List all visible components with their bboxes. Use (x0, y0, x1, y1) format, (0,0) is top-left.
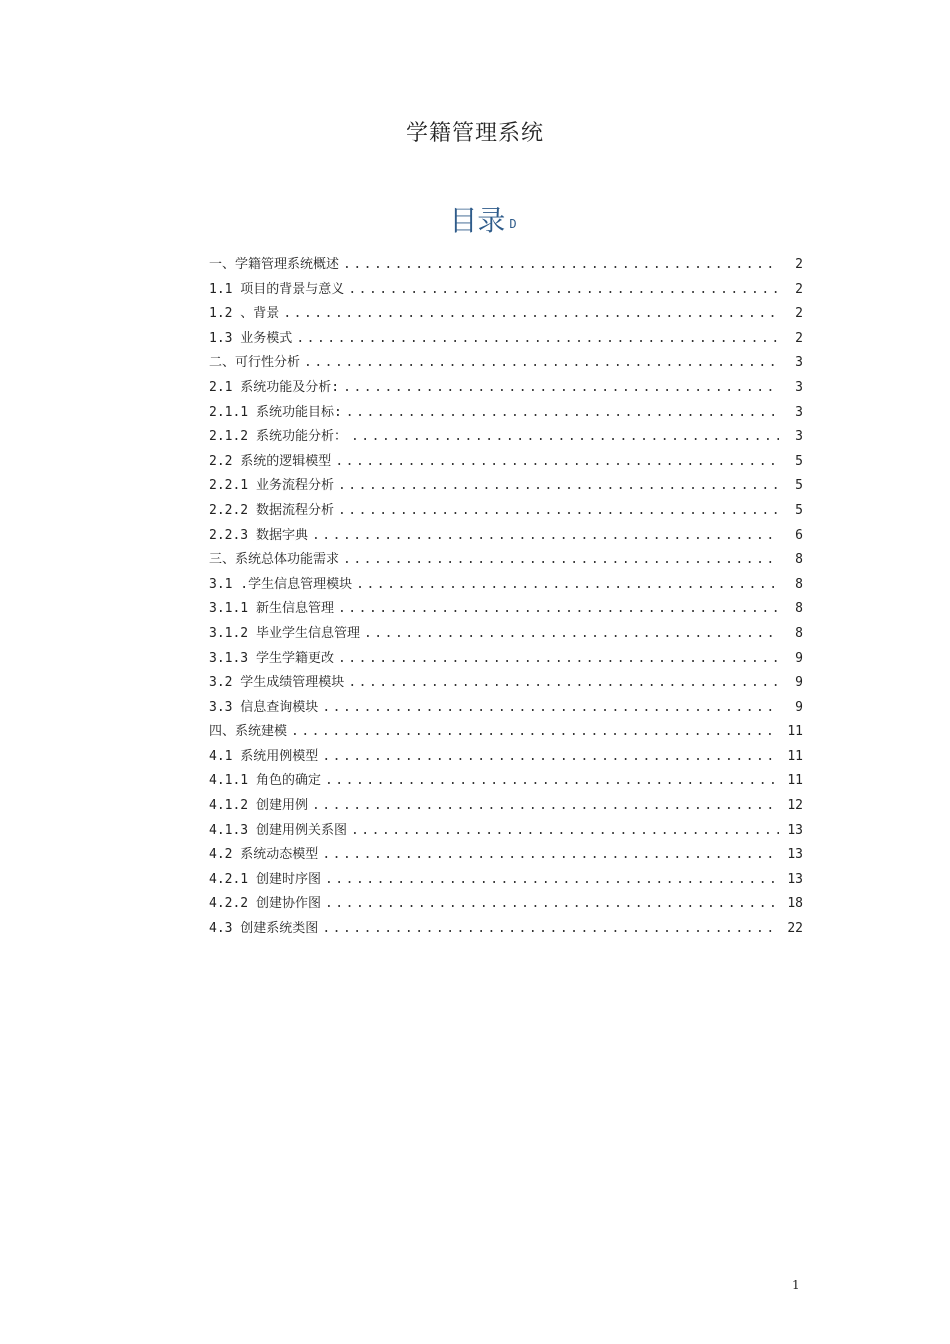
toc-dot-leader (322, 745, 779, 770)
toc-entry-label: 4.1 系统用例模型 (209, 748, 319, 764)
toc-entry-page: 5 (795, 453, 803, 469)
toc-entry[interactable] (209, 892, 803, 917)
toc-dot-leader (312, 524, 779, 549)
toc-heading (0, 199, 950, 239)
toc-entry-label: 2.1.2 系统功能分析： (209, 429, 347, 445)
toc-entry-label: 4.2 系统动态模型 (209, 847, 319, 863)
toc-entry[interactable] (209, 843, 803, 868)
toc-entry-label: 3.1.1 新生信息管理 (209, 601, 334, 617)
toc-dot-leader (325, 769, 779, 794)
toc-entry[interactable] (209, 745, 803, 770)
toc-entry[interactable] (209, 302, 803, 327)
toc-dot-leader (291, 720, 779, 745)
toc-entry[interactable] (209, 622, 803, 647)
toc-entry[interactable] (209, 401, 803, 426)
toc-entry[interactable] (209, 696, 803, 721)
toc-entry-page: 3 (795, 404, 803, 420)
toc-dot-leader (356, 573, 779, 598)
toc-entry[interactable] (209, 597, 803, 622)
toc-entry-label: 2.2 系统的逻辑模型 (209, 453, 332, 469)
toc-entry[interactable] (209, 573, 803, 598)
toc-entry-page: 8 (795, 625, 803, 641)
toc-entry[interactable] (209, 425, 803, 450)
toc-dot-leader (338, 597, 779, 622)
toc-entry-page: 22 (787, 921, 803, 937)
document-title: 学籍管理系统 (405, 121, 544, 146)
toc-entry-page: 3 (795, 379, 803, 395)
toc-entry-label: 2.1 系统功能及分析: (209, 379, 340, 395)
toc-entry-label: 4.3 创建系统类图 (209, 921, 319, 937)
toc-entry-label: 一、学籍管理系统概述 (209, 257, 340, 272)
toc-entry-label: 4.1.3 创建用例关系图 (209, 822, 347, 838)
toc-entry[interactable] (209, 253, 803, 278)
toc-heading-text: 目录 (449, 204, 506, 237)
toc-dot-leader (364, 622, 779, 647)
toc-entry-page: 9 (795, 675, 803, 691)
toc-dot-leader (325, 892, 779, 917)
toc-entry-page: 11 (787, 724, 803, 740)
toc-entry-label: 2.1.1 系统功能目标: (209, 404, 342, 420)
toc-dot-leader (283, 302, 779, 327)
toc-dot-leader (351, 819, 779, 844)
toc-entry-label: 2.2.2 数据流程分析 (209, 502, 334, 518)
toc-dot-leader (338, 474, 779, 499)
toc-entry[interactable] (209, 720, 803, 745)
toc-entry-page: 9 (795, 650, 803, 666)
toc-entry-page: 13 (787, 822, 803, 838)
toc-entry[interactable] (209, 524, 803, 549)
toc-entry-page: 2 (795, 281, 803, 297)
toc-dot-leader (325, 868, 779, 893)
toc-entry-page: 13 (787, 847, 803, 863)
toc-entry-page: 6 (795, 527, 803, 543)
toc-dot-leader (343, 548, 779, 573)
toc-entry[interactable] (209, 769, 803, 794)
toc-heading-suffix: D (509, 217, 517, 231)
toc-dot-leader (338, 499, 779, 524)
toc-dot-leader (343, 376, 779, 401)
toc-entry-page: 2 (795, 257, 803, 272)
toc-entry-label: 1.1 项目的背景与意义 (209, 281, 345, 297)
toc-dot-leader (322, 843, 779, 868)
toc-entry[interactable] (209, 474, 803, 499)
toc-entry-page: 11 (787, 748, 803, 764)
toc-dot-leader (304, 351, 779, 376)
toc-entry-page: 8 (795, 576, 803, 592)
toc-entry[interactable] (209, 499, 803, 524)
toc-entry-label: 四、系统建模 (209, 724, 288, 740)
toc-entry[interactable] (209, 450, 803, 475)
toc-entry-page: 5 (795, 502, 803, 518)
toc-dot-leader (343, 253, 779, 278)
toc-entry-label: 二、可行性分析 (209, 355, 301, 371)
toc-dot-leader (312, 794, 779, 819)
toc-dot-leader (322, 917, 779, 942)
toc-dot-leader (338, 647, 779, 672)
toc-entry-page: 8 (795, 601, 803, 617)
toc-entry-page: 12 (787, 798, 803, 814)
toc-entry-label: 3.3 信息查询模块 (209, 699, 319, 715)
toc-entry-label: 3.1.2 毕业学生信息管理 (209, 625, 360, 641)
toc-dot-leader (335, 450, 779, 475)
toc-entry[interactable] (209, 794, 803, 819)
toc-dot-leader (346, 401, 779, 426)
toc-dot-leader (348, 278, 779, 303)
toc-entry-label: 4.1.2 创建用例 (209, 798, 308, 814)
toc-entry-label: 2.2.1 业务流程分析 (209, 478, 334, 494)
toc-entry-page: 8 (795, 552, 803, 568)
toc-dot-leader (322, 696, 779, 721)
toc-entry-label: 3.1 .学生信息管理模块 (209, 576, 353, 592)
toc-entry-label: 三、系统总体功能需求 (209, 552, 340, 568)
toc-entry[interactable] (209, 868, 803, 893)
toc-entry-page: 3 (795, 355, 803, 371)
toc-entry-label: 4.2.1 创建时序图 (209, 871, 321, 887)
toc-entry[interactable] (209, 819, 803, 844)
toc-entry[interactable] (209, 548, 803, 573)
toc-entry[interactable] (209, 278, 803, 303)
toc-entry-label: 1.2 、背景 (209, 306, 280, 322)
toc-dot-leader (296, 327, 779, 352)
toc-dot-leader (351, 425, 779, 450)
toc-entry[interactable] (209, 351, 803, 376)
toc-entry-label: 1.3 业务模式 (209, 330, 293, 346)
toc-entry-page: 18 (787, 896, 803, 912)
toc-entry[interactable] (209, 376, 803, 401)
toc-entry-page: 2 (795, 330, 803, 346)
toc-entry[interactable] (209, 917, 803, 942)
toc-entry-page: 9 (795, 699, 803, 715)
toc-entry[interactable] (209, 671, 803, 696)
toc-entry-label: 3.1.3 学生学籍更改 (209, 650, 334, 666)
toc-entry-label: 2.2.3 数据字典 (209, 527, 308, 543)
toc-entry-label: 4.1.1 角色的确定 (209, 773, 321, 789)
toc-dot-leader (348, 671, 779, 696)
toc-entry-page: 11 (787, 773, 803, 789)
toc-entry-label: 4.2.2 创建协作图 (209, 896, 321, 912)
toc-entry[interactable] (209, 647, 803, 672)
toc-entry-page: 5 (795, 478, 803, 494)
table-of-contents (209, 253, 803, 942)
toc-entry-label: 3.2 学生成绩管理模块 (209, 675, 345, 691)
page-number: 1 (792, 1278, 800, 1292)
toc-entry-page: 13 (787, 871, 803, 887)
toc-entry-page: 3 (795, 429, 803, 445)
toc-entry-page: 2 (795, 306, 803, 322)
toc-entry[interactable] (209, 327, 803, 352)
